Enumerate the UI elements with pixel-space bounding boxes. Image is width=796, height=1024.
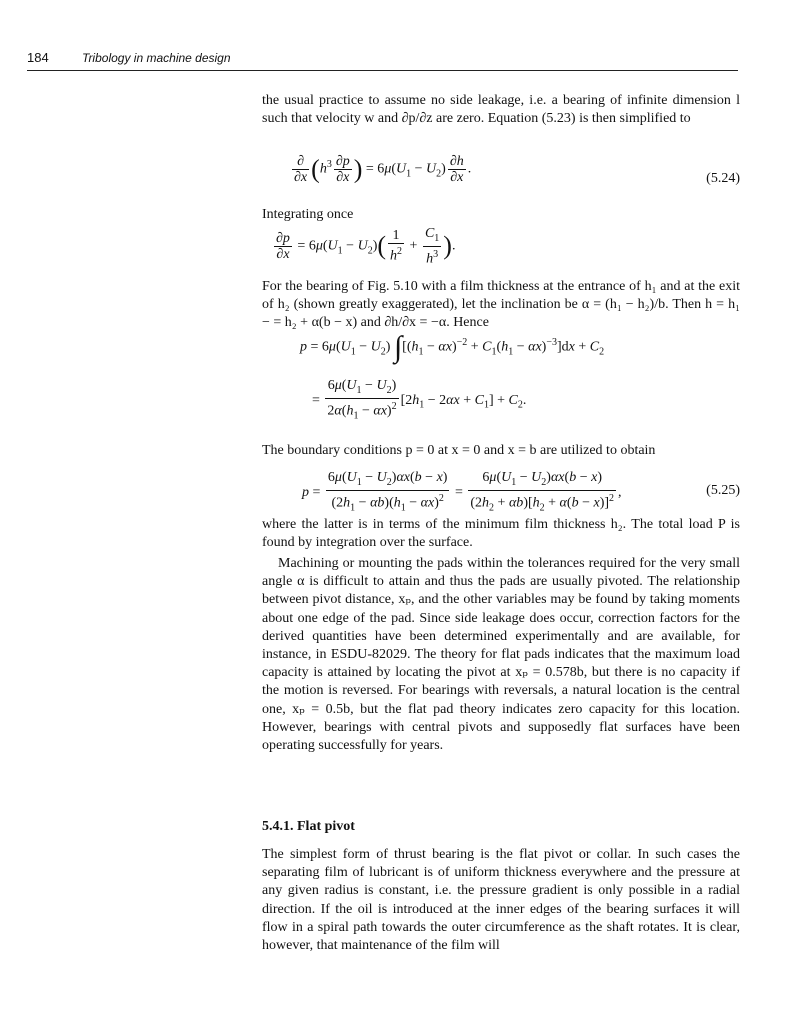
page-number: 184 [27, 50, 49, 65]
paragraph-latter: where the latter is in terms of the minimum film thickness h₂. The total load P is found by integration over the surface. [262, 517, 740, 551]
equation-number-5-24: (5.24) [706, 171, 740, 186]
paragraph-flat-pivot: The simplest form of thrust bearing is the flat pivot or collar. In such cases the separating film of lubricant is of uniform thickness everywhere and the pressure at any given radius is constant, i.e. the pressure gradient is only possible in a radial direction. If the oil is introduced at the inner edges of the bearing surfaces it will flow in a spiral path towards the outer circumference as the shaft rotates. It is clear, however, that maintenance of the film will [262, 847, 740, 954]
equation-number-5-25: (5.25) [706, 483, 740, 498]
equation-dpdx: $\frac{\partial p}{\partial x}$ = $6\mu(U_1 - U_2)$( $\frac{1}{h^2}$ + $\frac{C_1}{h^3}$ ). [276, 226, 456, 267]
paragraph-machining: Machining or mounting the pads within the tolerances required for the very small angle α is difficult to attain and thus the pads are usually pivoted. The relationship between pivot distance, xₚ, and the other variables may be found by taking moments about one edge of the pad. Since side leakage does occur, correction factors for the derived quantities have been determined experimentally and are available, for instance, in ESDU-82029. The theory for flat pads indicates that the maximum load capacity is attained by locating the pivot at xₚ = 0.578b, but there is no capacity if the motion is reversed. For bearings with reversals, a natural location is the central one, xₚ = 0.5b, but the flat pad theory indicates zero capacity for this location. However, bearings with central pivots and supposedly flat surfaces have been operating successfully for years. [262, 556, 740, 754]
equation-5-25: p = $\frac{6\mu(U_1 - U_2)\alpha x(b - x)}{(2h_1 - \alpha b)(h_1 - \alpha x)^2}$ = $\frac{6\mu(U_1 - U_2)\alpha x(b - x)}{(2h_2 + \alpha b)[h_2 + \alpha(b - x)]^2}$ , [302, 470, 622, 514]
page-body [262, 92, 740, 992]
paragraph-boundary: The boundary conditions p = 0 at x = 0 and x = b are utilized to obtain [262, 443, 656, 458]
header-rule [27, 70, 738, 71]
paragraph-bearing: For the bearing of Fig. 5.10 with a film thickness at the entrance of h₁ and at the exit of h₂ (shown greatly exaggerated), let the inclination be α = (h₁ − h₂)/b. Then h = h₁ − = h₂ + α(b − x) and ∂h/∂x = −α. Hence [262, 279, 740, 331]
integrating-once-text: Integrating once [262, 207, 354, 222]
paragraph-intro: the usual practice to assume no side leakage, i.e. a bearing of infinite dimension l such that velocity w and ∂p/∂z are zero. Equation (5.23) is then simplified to [262, 93, 740, 127]
page-header [27, 50, 739, 70]
equation-5-24: $\frac{\partial}{\partial x}$ ($h^3$ $\frac{\partial p}{\partial x}$ ) = $6\mu(U_1 - U_2)$ $\frac{\partial h}{\partial x}$ . [294, 154, 472, 185]
running-title: Tribology in machine design [82, 51, 231, 65]
equation-pressure-integral: $p = 6\mu(U_1 - U_2) \int[(h_1 - \alpha x)^{-2} + C_1(h_1 - \alpha x)^{-3}]dx + C_2$ [300, 330, 605, 364]
section-heading: 5.4.1. Flat pivot [262, 819, 355, 834]
equation-pressure-result: = $\frac{6\mu(U_1 - U_2)}{2\alpha(h_1 - \alpha x)^2}$ $[2h_1 - 2\alpha x + C_1] + C_2$. [312, 378, 527, 422]
